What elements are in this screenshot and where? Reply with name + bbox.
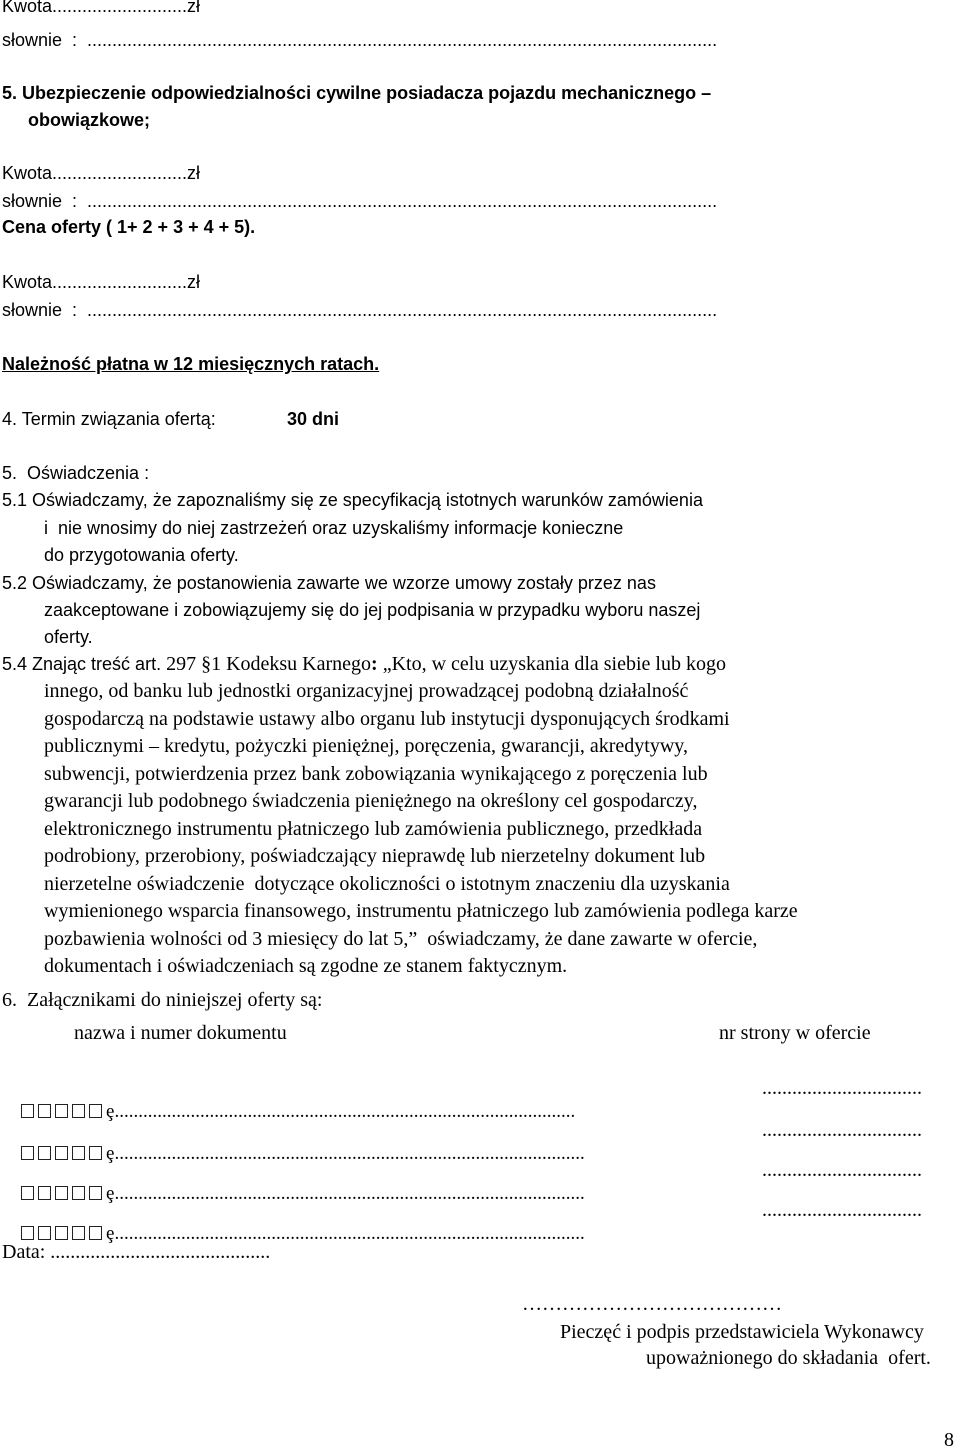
attachment-glyph: ȩ xyxy=(106,1183,115,1204)
attachment-glyph: ȩ xyxy=(106,1143,115,1164)
checkbox-icon xyxy=(55,1226,68,1240)
amount-in-words-line: słownie : .............................................................................................................................. xyxy=(2,30,718,50)
checkbox-icon xyxy=(38,1226,51,1240)
amount-in-words-line: słownie : .............................................................................................................................. xyxy=(2,191,718,211)
attachment-name-dots: ................................................................................................. xyxy=(114,1101,576,1122)
criminal-code-quote-line: dokumentach i oświadczeniach są zgodne ze stanem faktycznym. xyxy=(44,955,568,977)
attachment-glyph: ȩ xyxy=(106,1101,115,1122)
declaration-5-4-prefix: 5.4 Znając treść art. xyxy=(2,654,162,674)
checkbox-icon xyxy=(21,1226,34,1240)
criminal-code-quote-line: pozbawienia wolności od 3 miesięcy do lat 5,” oświadczamy, że dane zawarte w ofercie, xyxy=(44,928,758,950)
attachment-name-dots: ................................................................................................... xyxy=(114,1143,585,1164)
declaration-5-2-cont: oferty. xyxy=(44,627,93,647)
attachment-page-dots: ................................ xyxy=(762,1077,922,1099)
attachment-row xyxy=(2,1076,576,1122)
signature-caption: Pieczęć i podpis przedstawiciela Wykonawcy xyxy=(560,1321,924,1343)
section-5-heading-cont: obowiązkowe; xyxy=(28,110,151,130)
criminal-code-quote-start: „Kto, w celu uzyskania dla siebie lub kogo xyxy=(377,653,726,675)
checkbox-icon xyxy=(21,1104,34,1118)
column-header-document: nazwa i numer dokumentu xyxy=(74,1022,287,1044)
checkbox-icon xyxy=(72,1104,85,1118)
declaration-5-2-cont: zaakceptowane i zobowiązujemy się do jej podpisania w przypadku wyboru naszej xyxy=(44,600,701,620)
date-line: Data: ............................................ xyxy=(2,1241,271,1263)
offer-validity-label: 4. Termin związania ofertą: xyxy=(2,409,216,429)
attachment-row xyxy=(2,1198,585,1244)
attachment-name-dots: ................................................................................................... xyxy=(114,1183,585,1204)
attachment-row xyxy=(2,1118,585,1164)
checkbox-icon xyxy=(89,1226,102,1240)
declaration-5-1-cont: do przygotowania oferty. xyxy=(44,545,239,565)
attachment-row xyxy=(2,1158,585,1204)
attachment-name-dots: ................................................................................................... xyxy=(114,1223,585,1244)
checkbox-icon xyxy=(89,1104,102,1118)
criminal-code-quote-line: podrobiony, przerobiony, poświadczający nieprawdę lub nierzetelny dokument lub xyxy=(44,845,706,867)
checkbox-icon xyxy=(72,1226,85,1240)
criminal-code-reference: 297 §1 Kodeksu Karnego xyxy=(161,653,372,675)
declaration-5-4 xyxy=(2,652,726,676)
checkbox-icon xyxy=(55,1104,68,1118)
amount-line: Kwota...........................zł xyxy=(2,163,201,183)
attachment-page-dots: ................................ xyxy=(762,1159,922,1181)
offer-validity-value: 30 dni xyxy=(287,409,340,429)
criminal-code-quote-line: subwencji, potwierdzenia przez bank zobowiązania wynikającego z poręczenia lub xyxy=(44,763,708,785)
checkbox-icon xyxy=(38,1104,51,1118)
page-number: 8 xyxy=(944,1429,954,1451)
criminal-code-quote-line: publicznymi – kredytu, pożyczki pieniężnej, poręczenia, gwarancji, akredytywy, xyxy=(44,735,689,757)
criminal-code-quote-line: nierzetelne oświadczenie dotyczące okoliczności o istotnym znaczeniu dla uzyskania xyxy=(44,873,730,895)
amount-line: Kwota...........................zł xyxy=(2,272,201,292)
declarations-heading: 5. Oświadczenia : xyxy=(2,463,150,483)
signature-caption-cont: upoważnionego do składania ofert. xyxy=(646,1347,931,1369)
criminal-code-quote-line: elektronicznego instrumentu płatniczego lub zamówienia publicznego, przedkłada xyxy=(44,818,703,840)
attachment-page-dots: ................................ xyxy=(762,1199,922,1221)
column-header-page: nr strony w ofercie xyxy=(719,1022,871,1044)
attachment-page-dots: ................................ xyxy=(762,1119,922,1141)
declaration-5-1: 5.1 Oświadczamy, że zapoznaliśmy się ze specyfikacją istotnych warunków zamówienia xyxy=(2,490,703,510)
declaration-5-1-cont: i nie wnosimy do niej zastrzeżeń oraz uzyskaliśmy informacje konieczne xyxy=(44,518,624,538)
signature-line: ………………………………… xyxy=(522,1293,782,1315)
installments-note: Należność płatna w 12 miesięcznych ratach. xyxy=(2,354,380,374)
amount-line: Kwota...........................zł xyxy=(2,0,201,16)
criminal-code-quote-line: gwarancji lub podobnego świadczenia pieniężnego na określony cel gospodarczy, xyxy=(44,790,698,812)
amount-in-words-line: słownie : .............................................................................................................................. xyxy=(2,300,718,320)
criminal-code-quote-line: innego, od banku lub jednostki organizacyjnej prowadzącej podobną działalność xyxy=(44,680,689,702)
attachments-heading: 6. Załącznikami do niniejszej oferty są: xyxy=(2,989,323,1011)
criminal-code-quote-line: gospodarczą na podstawie ustawy albo organu lub instytucji dysponujących środkami xyxy=(44,708,730,730)
attachment-glyph: ȩ xyxy=(106,1223,115,1244)
section-5-heading: 5. Ubezpieczenie odpowiedzialności cywilne posiadacza pojazdu mechanicznego – xyxy=(2,83,712,103)
offer-price-heading: Cena oferty ( 1+ 2 + 3 + 4 + 5). xyxy=(2,217,256,237)
criminal-code-quote-line: wymienionego wsparcia finansowego, instrumentu płatniczego lub zamówienia podlega karze xyxy=(44,900,798,922)
declaration-5-2: 5.2 Oświadczamy, że postanowienia zawarte we wzorze umowy zostały przez nas xyxy=(2,573,656,593)
colon: : xyxy=(371,653,378,675)
